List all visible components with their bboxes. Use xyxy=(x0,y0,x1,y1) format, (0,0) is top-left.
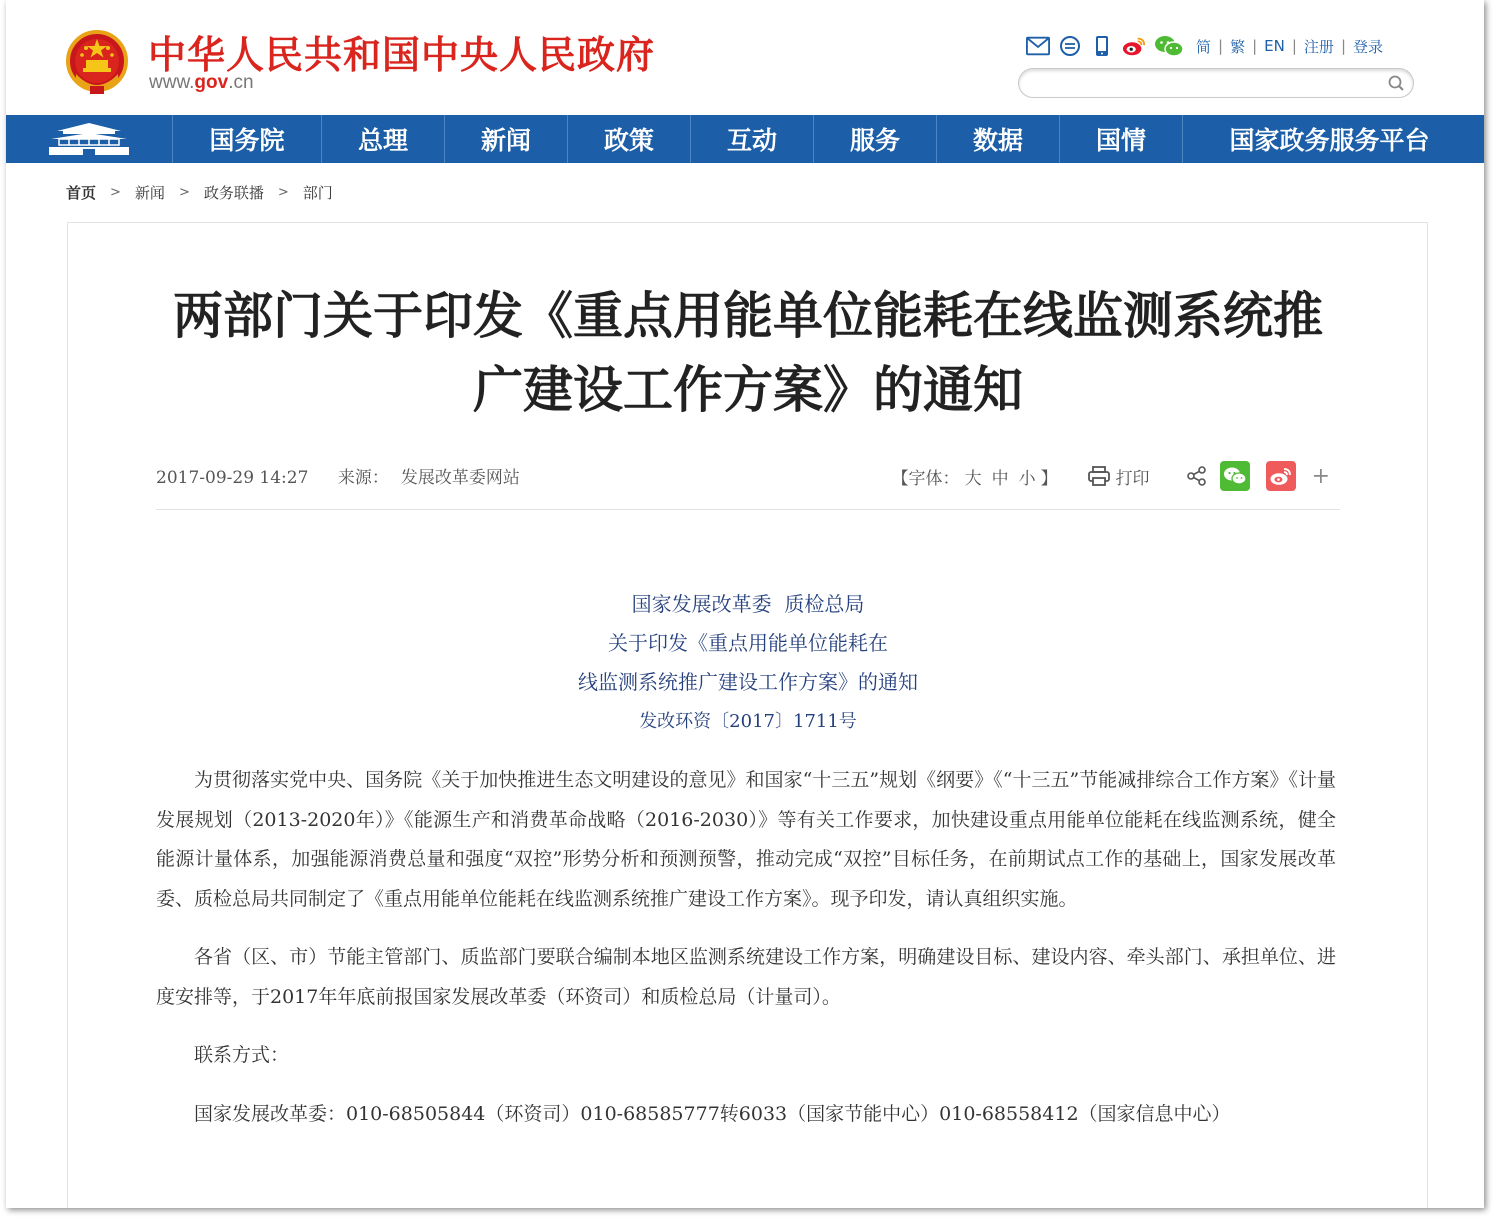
document-header xyxy=(156,585,1340,741)
font-size-large[interactable]: 大 xyxy=(964,468,982,489)
breadcrumb xyxy=(66,182,333,203)
lang-simplified-link[interactable]: 简 xyxy=(1196,37,1212,56)
paragraph: 国家发展改革委：010-68505844（环资司）010-68585777转6033（国家节能中心）010-68558412（国家信息中心） xyxy=(194,1102,1231,1125)
share-weibo-button[interactable] xyxy=(1266,461,1296,491)
article-title-line1: 两部门关于印发《重点用能单位能耗在线监测系统推 xyxy=(173,287,1323,345)
font-size-control xyxy=(892,464,1058,489)
nav-item-policy[interactable]: 政策 xyxy=(568,115,691,163)
font-size-small[interactable]: 小 xyxy=(1018,468,1036,489)
separator: | xyxy=(1252,37,1258,55)
article-title xyxy=(158,279,1338,427)
nav-item-service-platform[interactable]: 国家政务服务平台 xyxy=(1229,126,1430,155)
source-value: 发展改革委网站 xyxy=(400,468,520,488)
site-url-suffix: .cn xyxy=(228,72,254,93)
site-url[interactable] xyxy=(149,72,254,94)
nav-item-interaction[interactable]: 互动 xyxy=(691,115,814,163)
share-more-button[interactable]: + xyxy=(1311,463,1330,489)
doc-head-line1: 国家发展改革委 质检总局 xyxy=(631,592,865,616)
lang-traditional-link[interactable]: 繁 xyxy=(1230,37,1246,56)
breadcrumb-home[interactable]: 首页 xyxy=(66,184,97,202)
breadcrumb-department[interactable]: 部门 xyxy=(302,184,333,202)
breadcrumb-gov-broadcast[interactable]: 政务联播 xyxy=(203,184,264,202)
nav-item-state-council[interactable]: 国务院 xyxy=(173,115,322,163)
separator: | xyxy=(1218,37,1224,55)
main-nav xyxy=(6,115,1484,163)
article-body xyxy=(156,761,1336,1153)
chevron-right-icon: > xyxy=(277,185,289,200)
paragraph: 各省（区、市）节能主管部门、质监部门要联合编制本地区监测系统建设工作方案，明确建设目标、建设内容、牵头部门、承担单位、进度安排等，于2017年年底前报国家发展改革委（环资司）和质检总局（计量司）。 xyxy=(156,946,1336,1008)
nav-home[interactable] xyxy=(6,115,173,163)
national-emblem-icon[interactable] xyxy=(66,30,128,96)
doc-head-line3: 线监测系统推广建设工作方案》的通知 xyxy=(578,670,918,694)
chevron-right-icon: > xyxy=(178,185,190,200)
tiananmen-icon xyxy=(47,121,131,157)
lang-links xyxy=(1196,36,1383,57)
separator: | xyxy=(1340,37,1346,55)
breadcrumb-news[interactable]: 新闻 xyxy=(134,184,165,202)
article-meta xyxy=(156,461,1340,491)
nav-item-news[interactable]: 新闻 xyxy=(445,115,568,163)
site-header xyxy=(6,0,1484,115)
nav-item-premier[interactable]: 总理 xyxy=(322,115,445,163)
site-url-prefix: www. xyxy=(149,72,195,93)
printer-icon xyxy=(1088,466,1110,486)
paragraph: 联系方式： xyxy=(194,1044,290,1066)
print-button[interactable] xyxy=(1088,464,1150,489)
register-link[interactable]: 注册 xyxy=(1303,37,1334,56)
font-ctl-prefix: 【字体： xyxy=(891,468,960,489)
source-label: 来源： xyxy=(337,468,389,488)
article-title-line2: 广建设工作方案》的通知 xyxy=(473,361,1023,419)
divider xyxy=(156,509,1340,510)
mail-icon[interactable] xyxy=(1026,34,1050,58)
login-link[interactable]: 登录 xyxy=(1353,37,1384,56)
weibo-icon[interactable] xyxy=(1122,34,1146,58)
weibo-icon xyxy=(1269,466,1293,486)
print-label: 打印 xyxy=(1115,468,1150,489)
font-size-medium[interactable]: 中 xyxy=(991,468,1009,489)
search-icon[interactable] xyxy=(1387,74,1405,92)
site-url-gov: gov xyxy=(194,72,229,93)
wechat-icon[interactable] xyxy=(1154,34,1184,58)
share-wechat-button[interactable] xyxy=(1220,461,1250,491)
mobile-icon[interactable] xyxy=(1090,34,1114,58)
search-input[interactable] xyxy=(1018,68,1414,98)
nav-item-national-info[interactable]: 国情 xyxy=(1060,115,1183,163)
doc-number: 发改环资〔2017〕1711号 xyxy=(639,711,857,732)
doc-head-line2: 关于印发《重点用能单位能耗在 xyxy=(608,631,888,655)
message-icon[interactable] xyxy=(1058,34,1082,58)
separator: | xyxy=(1291,37,1297,55)
font-ctl-suffix: 】 xyxy=(1040,468,1058,489)
article-panel xyxy=(67,222,1428,1208)
nav-item-data[interactable]: 数据 xyxy=(937,115,1060,163)
publish-date: 2017-09-29 14:27 xyxy=(156,468,309,488)
chevron-right-icon: > xyxy=(110,185,121,200)
wechat-icon xyxy=(1223,466,1247,486)
share-icon[interactable] xyxy=(1186,465,1208,487)
lang-english-link[interactable]: EN xyxy=(1264,37,1285,55)
page-frame xyxy=(6,0,1484,1208)
top-tools xyxy=(1026,33,1383,59)
site-title[interactable]: 中华人民共和国中央人民政府 xyxy=(148,33,656,77)
nav-item-service[interactable]: 服务 xyxy=(814,115,937,163)
paragraph: 为贯彻落实党中央、国务院《关于加快推进生态文明建设的意见》和国家“十三五”规划《纲要》《“十三五”节能减排综合工作方案》《计量发展规划（2013-2020年）》《能源生产和消费革命战略（2016-2030）》等有关工作要求，加快建设重点用能单位能耗在线监测系统，健全能源计量体系，加强能源消费总量和强度“双控”形势分析和预测预警，推动完成“双控”目标任务，在前期试点工作的基础上，国家发展改革委、质检总局共同制定了《重点用能单位能耗在线监测系统推广建设工作方案》。现予印发，请认真组织实施。 xyxy=(156,769,1336,910)
